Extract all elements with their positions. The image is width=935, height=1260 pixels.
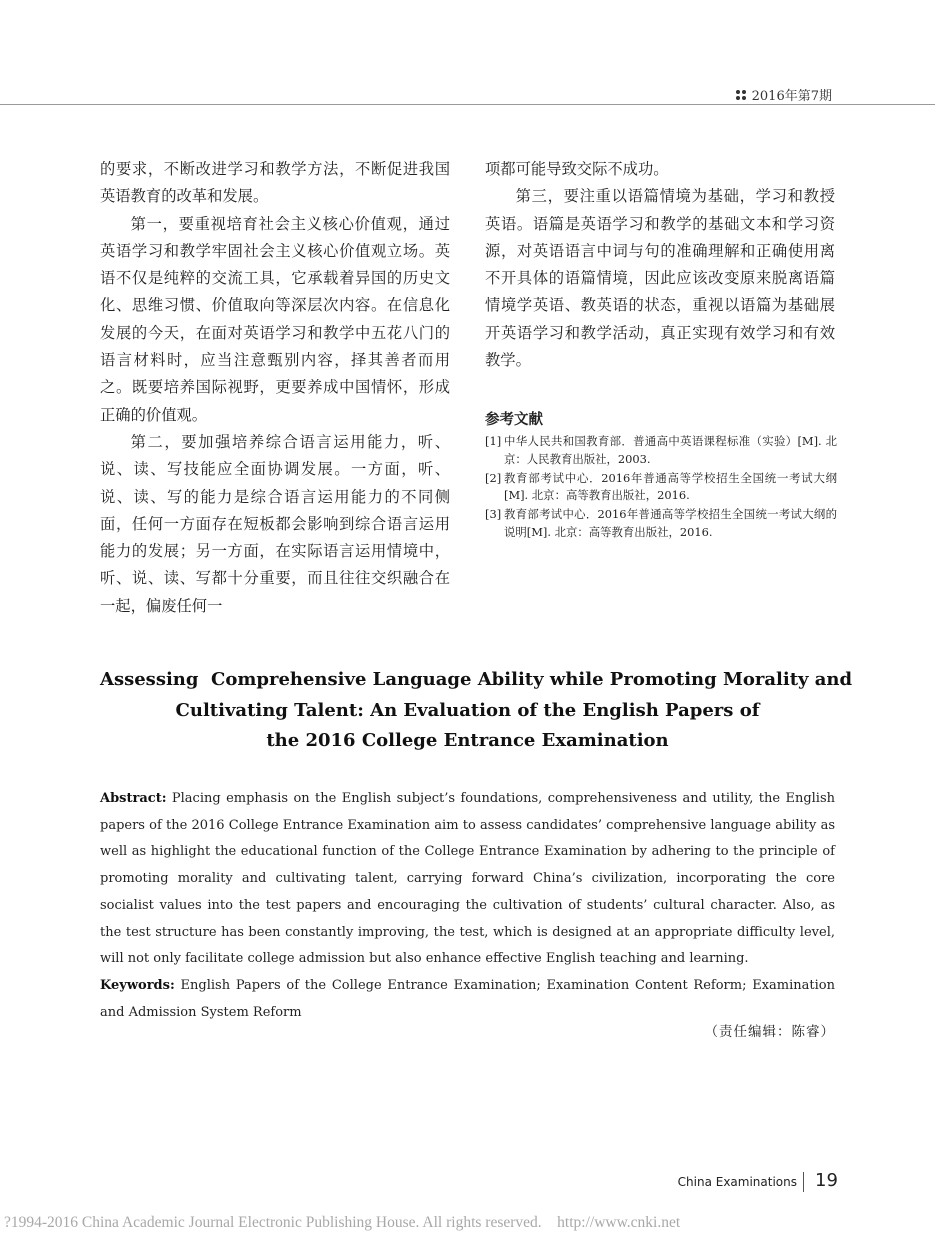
reference-number: [2] xyxy=(485,470,502,485)
page-number: 19 xyxy=(815,1170,838,1191)
references-title: 参考文献 xyxy=(485,411,543,428)
reference-number: [3] xyxy=(485,507,502,522)
right-column xyxy=(485,156,835,374)
title-line: Cultivating Talent: An Evaluation of the English Papers of xyxy=(175,699,760,721)
header-rule xyxy=(0,104,935,105)
footer-separator xyxy=(803,1172,804,1192)
references-list xyxy=(485,433,837,543)
reference-item xyxy=(485,433,837,469)
decorative-dots-icon xyxy=(736,90,746,100)
paragraph: 的要求，不断改进学习和教学方法，不断促进我国英语教育的改革和发展。 xyxy=(100,160,450,206)
keywords-text: English Papers of the College Entrance Examination; Examination Content Reform; Examination and Admission System Reform xyxy=(100,977,835,1020)
abstract-text: Placing emphasis on the English subject’s foundations, comprehensiveness and utility, the English papers of the 2016 College Entrance Examination aim to assess candidates’ comprehensive language ability as well as highlight the educational function of the College Entrance Examination by adhering to the principle of promoting morality and cultivating talent, carrying forward China’s civilization, incorporating the core socialist values into the test papers and encouraging the cultivation of students’ cultural character. Also, as the test structure has been constantly improving, the test, which is designed at an appropriate difficulty level, will not only facilitate college admission but also enhance effective English teaching and learning. xyxy=(100,791,835,967)
paragraph: 第三，要注重以语篇情境为基础，学习和教授英语。语篇是英语学习和教学的基础文本和学习资源，对英语语言中词与句的准确理解和正确使用离不开具体的语篇情境，因此应该改变原来脱离语篇情境学英语、教英语的状态，重视以语篇为基础展开英语学习和教学活动，真正实现有效学习和有效教学。 xyxy=(485,187,835,370)
footer-journal-name: China Examinations xyxy=(677,1175,797,1189)
editor-note: （责任编辑：陈睿） xyxy=(704,1024,835,1040)
reference-item xyxy=(485,470,837,506)
reference-text: 教育部考试中心．2016年普通高等学校招生全国统一考试大纲的说明[M]. 北京：高等教育出版社，2016. xyxy=(504,507,837,539)
reference-text: 教育部考试中心．2016年普通高等学校招生全国统一考试大纲[M]. 北京：高等教育出版社，2016. xyxy=(504,470,837,503)
paragraph: 项都可能导致交际不成功。 xyxy=(485,160,669,178)
title-line: the 2016 College Entrance Examination xyxy=(266,730,669,751)
issue-label: 2016年第7期 xyxy=(751,89,832,104)
issue-header xyxy=(736,85,832,104)
title-line: Assessing Comprehensive Language Ability while Promoting Morality and xyxy=(100,669,853,690)
reference-text: 中华人民共和国教育部．普通高中英语课程标准（实验）[M]. 北京：人民教育出版社，2003. xyxy=(504,434,837,466)
abstract-paragraph xyxy=(100,786,835,973)
keywords-label: Keywords: xyxy=(100,977,175,993)
reference-number: [1] xyxy=(485,434,502,448)
english-title xyxy=(100,665,853,757)
reference-item xyxy=(485,506,837,542)
left-column xyxy=(100,156,450,620)
copyright-watermark: ?1994-2016 China Academic Journal Electronic Publishing House. All rights reserved. http://www.cnki.net xyxy=(4,1214,681,1231)
english-abstract xyxy=(100,786,835,1026)
keywords-paragraph xyxy=(100,973,835,1026)
abstract-label: Abstract: xyxy=(100,791,167,806)
paragraph: 第二，要加强培养综合语言运用能力，听、说、读、写技能应全面协调发展。一方面，听、说、读、写的能力是综合语言运用能力的不同侧面，任何一方面存在短板都会影响到综合语言运用能力的发展；另一方面，在实际语言运用情境中，听、说、读、写都十分重要，而且往往交织融合在一起，偏废任何一 xyxy=(100,432,450,615)
paragraph: 第一，要重视培育社会主义核心价值观，通过英语学习和教学牢固社会主义核心价值观立场。英语不仅是纯粹的交流工具，它承载着异国的历史文化、思维习惯、价值取向等深层次内容。在信息化发展的今天，在面对英语学习和教学中五花八门的语言材料时，应当注意甄别内容，择其善者而用之。既要培养国际视野，更要养成中国情怀，形成正确的价值观。 xyxy=(100,214,450,424)
